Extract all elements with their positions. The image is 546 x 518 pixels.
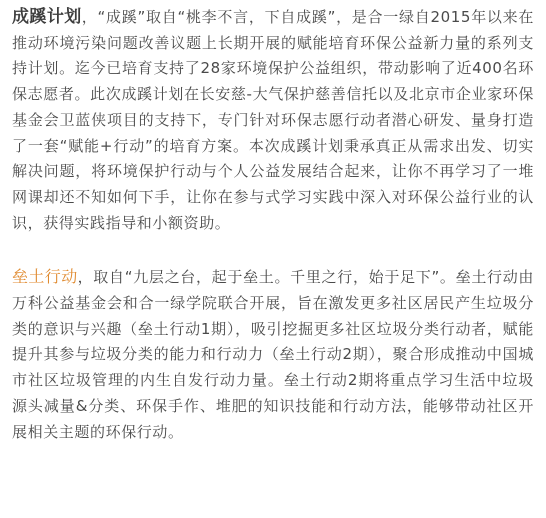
leitu-paragraph	[12, 264, 534, 445]
chengxi-term: 成蹊计划	[12, 7, 82, 27]
leitu-description: ，取自“九层之台，起于垒土。千里之行，始于足下”。垒土行动由万科公益基金会和合一绿学院联合开展，旨在激发更多社区居民产生垃圾分类的意识与兴趣（垒土行动1期），吸引挖掘更多社区垃圾分类行动者，赋能提升其参与垃圾分类的能力和行动力（垒土行动2期），聚合形成推动中国城市社区垃圾管理的内生自发行动力量。垒土行动2期将重点学习生活中垃圾源头减量&分类、环保手作、堆肥的知识技能和行动方法，能够带动社区开展相关主题的环保行动。	[12, 268, 535, 441]
leitu-term: 垒土行动	[12, 267, 78, 287]
chengxi-description: ，“成蹊”取自“桃李不言，下自成蹊”，是合一绿自2015年以来在推动环境污染问题改善议题上长期开展的赋能培育环保公益新力量的系列支持计划。迄今已培育支持了28家环境保护公益组织，带动影响了近400名环保志愿者。此次成蹊计划在长安慈-大气保护慈善信托以及北京市企业家环保基金会卫蓝侠项目的支持下，专门针对环保志愿行动者潜心研发、量身打造了一套“赋能+行动”的培育方案。本次成蹊计划秉承真正从需求出发、切实解决问题，将环境保护行动与个人公益发展结合起来，让你不再学习了一堆网课却还不知如何下手，让你在参与式学习实践中深入对环保公益行业的认识，获得实践指导和小额资助。	[12, 8, 534, 232]
chengxi-paragraph	[12, 0, 534, 236]
